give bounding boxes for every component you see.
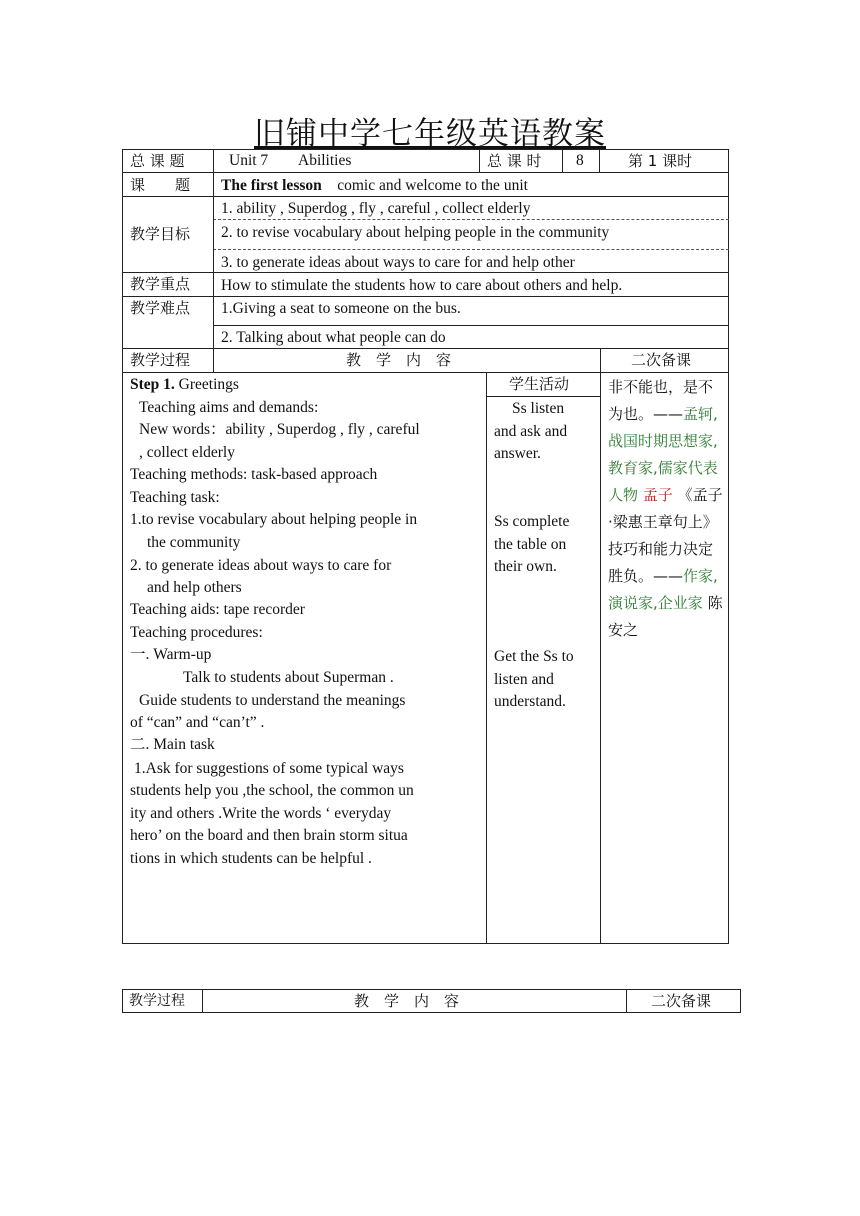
activities-header: 学生活动 — [509, 375, 570, 393]
key-points-label: 教学重点 — [130, 275, 191, 293]
quote-1-name: 孟子 — [642, 486, 673, 504]
content-line: Teaching task: — [130, 489, 220, 506]
content-line: 二. Main task — [130, 736, 215, 753]
content-line: Teaching aids: tape recorder — [130, 601, 305, 618]
step-heading — [130, 374, 239, 396]
activity-line: answer. — [494, 445, 541, 462]
objectives-label: 教学目标 — [130, 225, 191, 243]
content-line: ity and others .Write the words ‘ everyday — [130, 805, 392, 822]
activity-line: Get the Ss to — [494, 648, 574, 665]
difficulties-label: 教学难点 — [130, 299, 191, 317]
content-header: 教 学 内 容 — [346, 351, 452, 369]
quote-2-name: 陈安之 — [608, 594, 723, 639]
total-topic-label: 总 课 题 — [130, 152, 185, 170]
lesson-number: 第 1 课时 — [628, 152, 693, 170]
activity-line: and ask and — [494, 423, 568, 440]
quote-2: 技巧和能力决定胜负。—— — [608, 540, 714, 585]
activity-line: Ss complete — [494, 513, 570, 530]
key-points-text: How to stimulate the students how to care about others and help. — [221, 277, 623, 294]
step-rest: Greetings — [178, 376, 239, 393]
activity-line: their own. — [494, 558, 557, 575]
topic-value — [221, 175, 528, 197]
content-line: and help others — [147, 579, 242, 596]
content-line: hero’ on the board and then brain storm situa — [130, 827, 408, 844]
notes-quotes — [608, 374, 724, 644]
content-line: Teaching procedures: — [130, 624, 263, 641]
topic-rest: comic and welcome to the unit — [337, 177, 528, 194]
footer-content-header: 教 学 内 容 — [354, 992, 460, 1010]
footer-process-label: 教学过程 — [129, 993, 185, 1009]
objective-item: 3. to generate ideas about ways to care for and help other — [221, 254, 575, 271]
objective-item: 2. to revise vocabulary about helping people in the community — [221, 224, 610, 241]
content-line: students help you ,the school, the common un — [130, 782, 414, 799]
objective-item: 1. ability , Superdog , fly , careful , collect elderly — [221, 200, 531, 217]
content-line: Teaching methods: task-based approach — [130, 466, 378, 483]
quote-2-author: 作家,演说家,企业家 — [608, 567, 718, 612]
notes-header: 二次备课 — [631, 351, 692, 369]
content-line: of “can” and “can’t” . — [130, 714, 265, 731]
content-line: Teaching aims and demands: — [139, 399, 319, 416]
content-line: Talk to students about Superman . — [183, 669, 394, 686]
content-line: 一. Warm-up — [130, 646, 212, 663]
process-label: 教学过程 — [130, 351, 191, 369]
content-line: 1.Ask for suggestions of some typical ways — [134, 760, 404, 777]
topic-bold: The first lesson — [221, 177, 322, 194]
unit-name: Abilities — [298, 152, 352, 169]
content-line: 1.to revise vocabulary about helping people in — [130, 511, 418, 528]
content-line: , collect elderly — [139, 444, 235, 461]
quote-1: 非不能也，是不为也。—— — [608, 378, 714, 423]
quote-1-author: 孟轲,战国时期思想家,教育家,儒家代表人物 — [608, 405, 718, 504]
content-line: tions in which students can be helpful . — [130, 850, 372, 867]
activity-line: understand. — [494, 693, 566, 710]
activity-line: listen and — [494, 671, 554, 688]
quote-1-source: 《孟子·梁惠王章句上》 — [608, 486, 723, 531]
content-line: the community — [147, 534, 241, 551]
total-hours-value: 8 — [576, 152, 584, 169]
step-bold: Step 1. — [130, 376, 175, 393]
difficulty-item: 1.Giving a seat to someone on the bus. — [221, 300, 461, 317]
activity-line: the table on — [494, 536, 567, 553]
unit-number: Unit 7 — [229, 152, 269, 169]
content-line: Guide students to understand the meanings — [139, 692, 406, 709]
content-line: 2. to generate ideas about ways to care for — [130, 557, 392, 574]
topic-label: 课 题 — [130, 176, 191, 194]
total-hours-label: 总 课 时 — [487, 152, 542, 170]
content-line: New words：ability , Superdog , fly , careful — [139, 421, 420, 438]
footer-notes-header: 二次备课 — [651, 992, 712, 1010]
activity-line: Ss listen — [512, 400, 565, 417]
page-title: 旧铺中学七年级英语教案 — [254, 116, 606, 152]
difficulty-item: 2. Talking about what people can do — [221, 329, 446, 346]
